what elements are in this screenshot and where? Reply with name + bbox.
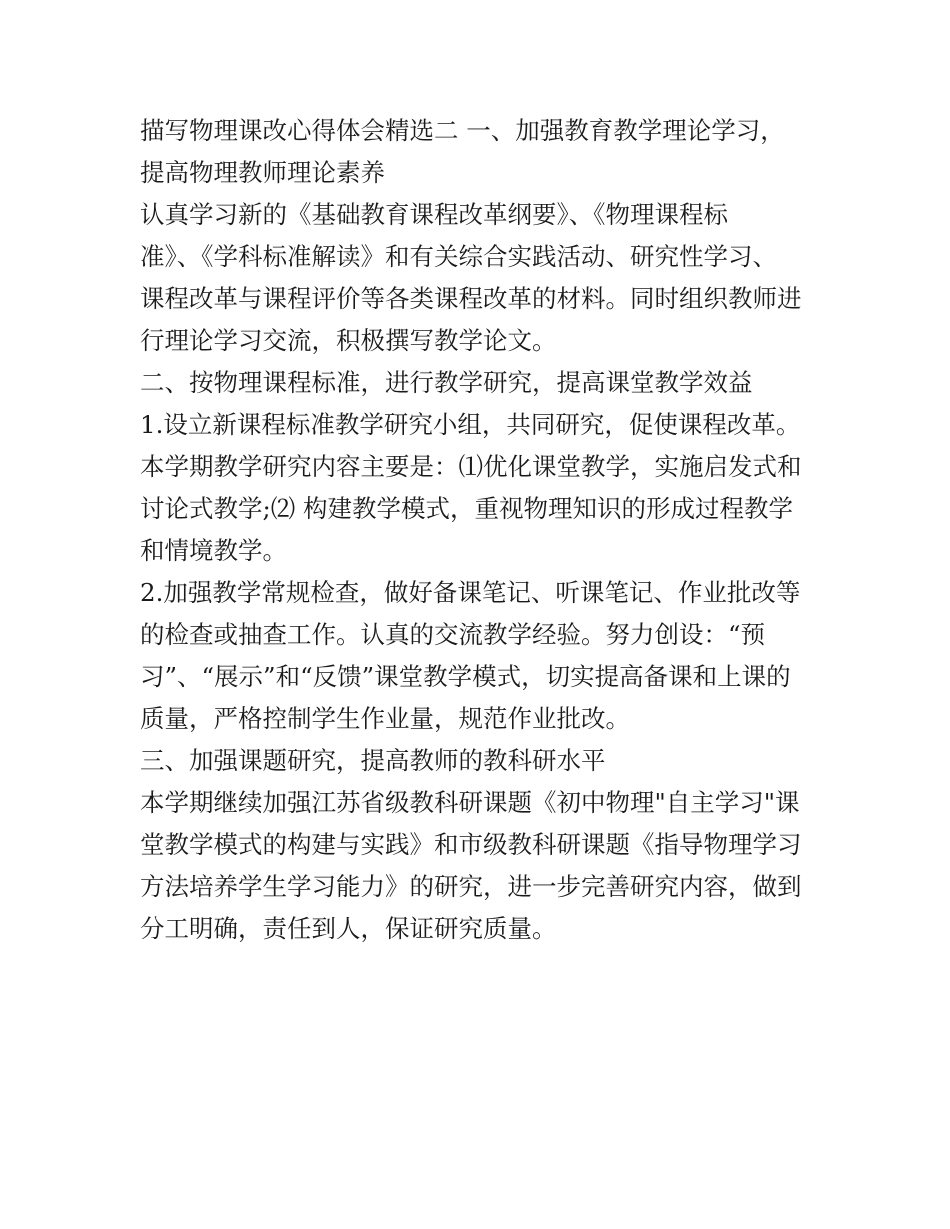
text-line: 行理论学习交流，积极撰写教学论文。 [140, 326, 557, 355]
text-line: 准》、《学科标准解读》和有关综合实践活动、研究性学习、 [140, 242, 777, 271]
document-body [140, 110, 820, 950]
text-line: 分工明确，责任到人，保证研究质量。 [140, 914, 557, 943]
text-line: 提高物理教师理论素养 [140, 158, 385, 187]
text-line: 质量，严格控制学生作业量，规范作业批改。 [140, 704, 630, 733]
text-line: 二、按物理课程标准，进行教学研究，提高课堂教学效益 [140, 368, 753, 397]
text-line: 本学期教学研究内容主要是：⑴优化课堂教学，实施启发式和 [140, 452, 802, 481]
text-line: 的检查或抽查工作。认真的交流教学经验。努力创设：“预 [140, 620, 766, 649]
text-line: 和情境教学。 [140, 536, 287, 565]
text-line: 1.设立新课程标准教学研究小组，共同研究，促使课程改革。 [140, 410, 801, 439]
text-line: 描写物理课改心得体会精选二 一、加强教育教学理论学习， [140, 116, 785, 145]
text-line: 方法培养学生学习能力》的研究，进一步完善研究内容，做到 [140, 872, 802, 901]
text-line: 讨论式教学;⑵ 构建教学模式，重视物理知识的形成过程教学 [140, 494, 794, 523]
text-line: 2.加强教学常规检查，做好备课笔记、听课笔记、作业批改等 [140, 578, 801, 607]
text-line: 习”、“展示”和“反馈”课堂教学模式，切实提高备课和上课的 [140, 662, 791, 691]
text-line: 认真学习新的《基础教育课程改革纲要》、《物理课程标 [140, 200, 728, 229]
text-line: 三、加强课题研究，提高教师的教科研水平 [140, 746, 606, 775]
text-line: 课程改革与课程评价等各类课程改革的材料。同时组织教师进 [140, 284, 802, 313]
text-line: 本学期继续加强江苏省级教科研课题《初中物理"自主学习"课 [140, 788, 800, 817]
text-line: 堂教学模式的构建与实践》和市级教科研课题《指导物理学习 [140, 830, 802, 859]
